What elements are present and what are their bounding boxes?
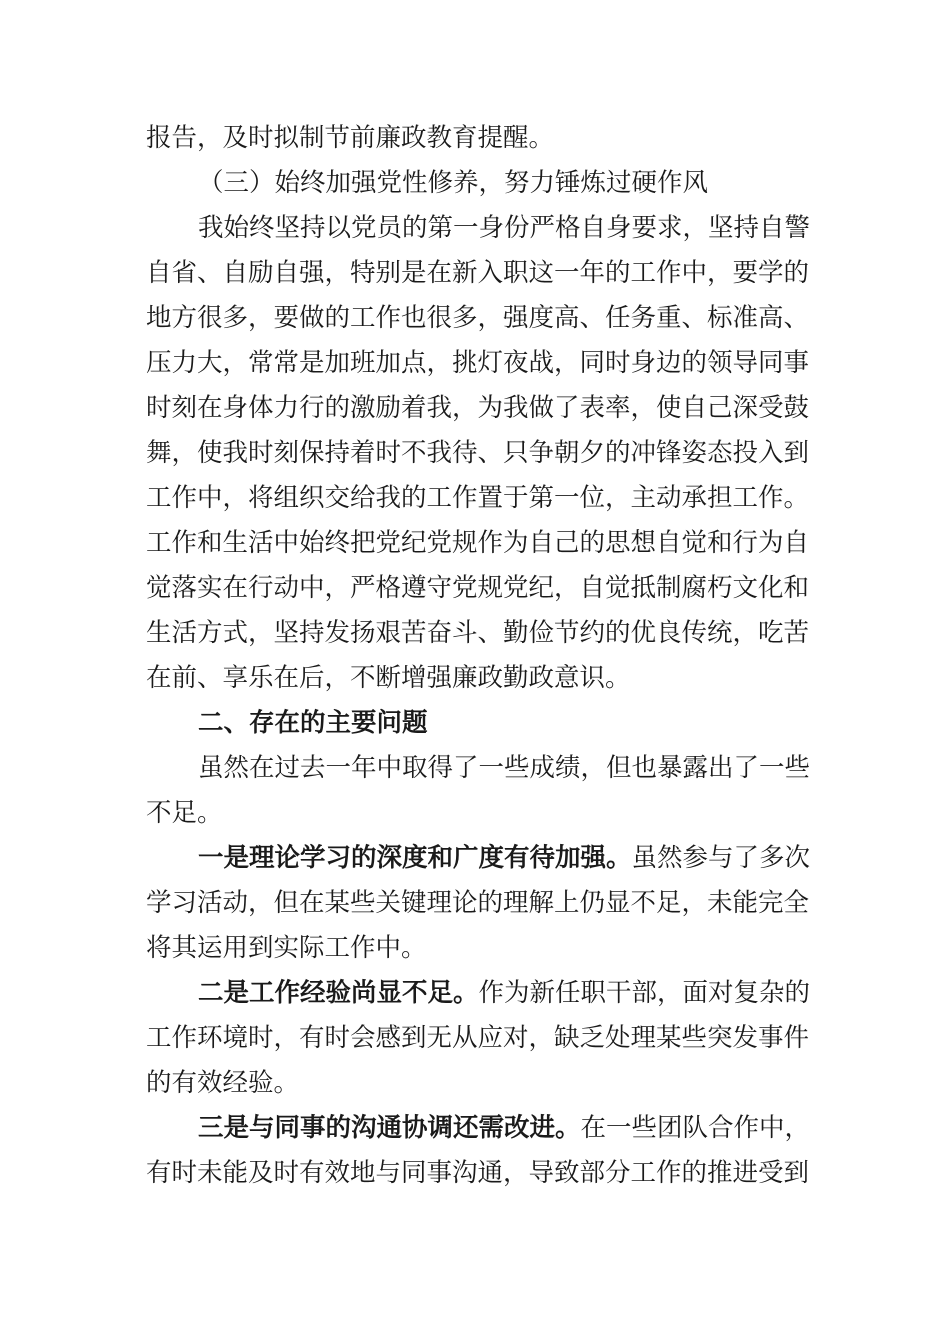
text-line: 工作中，将组织交给我的工作置于第一位，主动承担工作。 xyxy=(146,483,810,513)
text-line: 觉落实在行动中，严格遵守党规党纪，自觉抵制腐朽文化和 xyxy=(146,573,810,603)
text-line: 地方很多，要做的工作也很多，强度高、任务重、标准高、 xyxy=(146,303,810,333)
text-line: 学习活动，但在某些关键理论的理解上仍显不足，未能完全 xyxy=(146,888,810,918)
text-line: 不足。 xyxy=(146,798,223,828)
text-line xyxy=(198,836,811,880)
problem-2-title: 二是工作经验尚显不足。 xyxy=(198,978,479,1008)
problem-3-title: 三是与同事的沟通协调还需改进。 xyxy=(198,1113,581,1143)
text-line: 压力大，常常是加班加点，挑灯夜战，同时身边的领导同事 xyxy=(146,348,810,378)
text-line: 我始终坚持以党员的第一身份严格自身要求，坚持自警 xyxy=(198,213,811,243)
text-line: 时刻在身体力行的激励着我，为我做了表率，使自己深受鼓 xyxy=(146,393,810,423)
problem-1-title: 一是理论学习的深度和广度有待加强。 xyxy=(198,843,632,873)
text-line: 舞，使我时刻保持着时不我待、只争朝夕的冲锋姿态投入到 xyxy=(146,438,810,468)
text-line xyxy=(198,1106,811,1150)
text-line: 的有效经验。 xyxy=(146,1068,300,1098)
text-line xyxy=(198,971,811,1015)
problem-3-text: 在一些团队合作中， xyxy=(580,1113,811,1143)
text-line: 工作和生活中始终把党纪党规作为自己的思想自觉和行为自 xyxy=(146,528,810,558)
text-line: 虽然在过去一年中取得了一些成绩，但也暴露出了一些 xyxy=(198,753,811,783)
text-line: 工作环境时，有时会感到无从应对，缺乏处理某些突发事件 xyxy=(146,1023,810,1053)
text-line: 有时未能及时有效地与同事沟通，导致部分工作的推进受到 xyxy=(146,1158,810,1188)
text-line: 在前、享乐在后，不断增强廉政勤政意识。 xyxy=(146,663,631,693)
section-heading: （三）始终加强党性修养，努力锤炼过硬作风 xyxy=(198,168,709,198)
text-line: 自省、自励自强，特别是在新入职这一年的工作中，要学的 xyxy=(146,258,810,288)
text-line: 将其运用到实际工作中。 xyxy=(146,933,427,963)
text-line: 生活方式，坚持发扬艰苦奋斗、勤俭节约的优良传统，吃苦 xyxy=(146,618,810,648)
text-line: 报告，及时拟制节前廉政教育提醒。 xyxy=(146,123,555,153)
problem-1-text: 虽然参与了多次 xyxy=(631,843,811,873)
chapter-heading: 二、存在的主要问题 xyxy=(198,708,428,738)
problem-2-text: 作为新任职干部，面对复杂的 xyxy=(478,978,811,1008)
